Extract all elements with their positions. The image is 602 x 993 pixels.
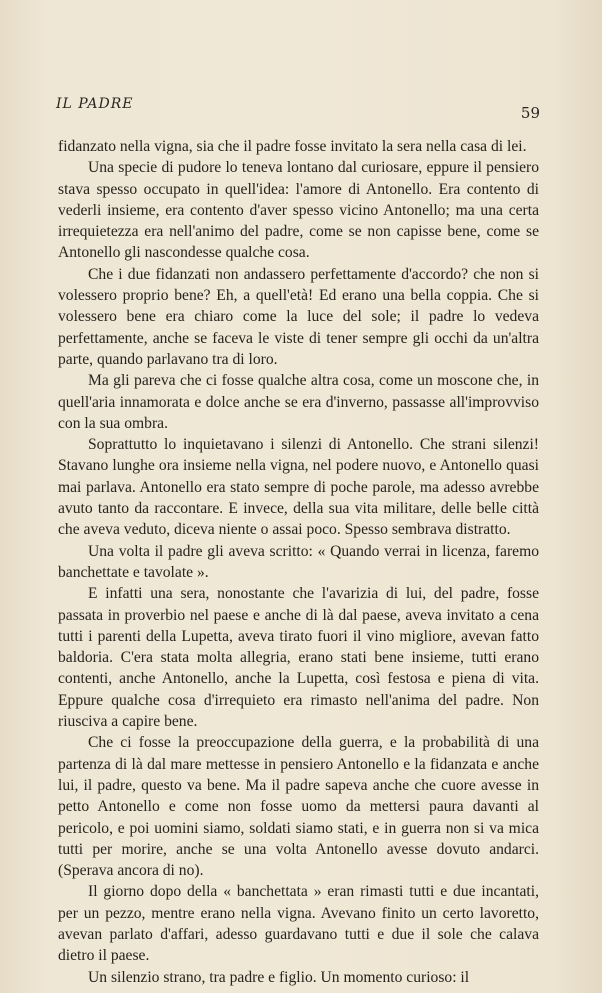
paragraph: fidanzato nella vigna, sia che il padre fosse invitato la sera nella casa di lei. [58,138,527,155]
page-header [56,96,540,120]
paragraph: Un silenzio strano, tra padre e figlio. Un momento curioso: il [88,968,470,986]
paragraph: Che i due fidanzati non andassero perfettamente d'accordo? che non si volessero proprio bene? Eh, a quell'età! Ed erano una bella coppia. Che si volessero bene era chiaro come la luce del sole; il padre lo vedeva perfettamente, anche se faceva le viste di tener sempre gli occhi da un'altra parte, quando parlavano tra di loro. [58,265,539,368]
paragraph: Soprattutto lo inquietavano i silenzi di Antonello. Che strani silenzi! Stavano lunghe ora insieme nella vigna, nel podere nuovo, e Antonello quasi mai parlava. Antonello era stato sempre di poche parole, ma adesso avrebbe avuto tanto da raccontare. E invece, della sua vita militare, delle belle città che aveva veduto, diceva niente o assai poco. Spesso sembrava distratto. [58,436,539,539]
paragraph: Che ci fosse la preoccupazione della guerra, e la probabilità di una partenza di là dal mare mettesse in pensiero Antonello e la fidanzata e anche lui, il padre, questo va bene. Ma il padre sapeva anche che cuore avesse in petto Antonello e come non fosse uomo da mettersi paura davanti al pericolo, e poi uomini siamo, soldati siamo stati, e in guerra non si va mica tutti per morire, anche se una volta Antonello avesse dovuto andarci. (Sperava ancora di no). [58,734,539,880]
paragraph: E infatti una sera, nonostante che l'avarizia di lui, del padre, fosse passata in proverbio nel paese e anche di là dal paese, aveva invitato a cena tutti i parenti della Lupetta, aveva tirato fuori il vino migliore, avevan fatto baldoria. C'era stata molta allegria, erano stati bene insieme, tutti erano contenti, anche Antonello, anche la Lupetta, così festosa e piena di vita. Eppure qualche cosa d'irrequieto era rimasto nell'anima del padre. Non riusciva a capire bene. [58,585,539,731]
page-number: 59 [520,104,540,122]
paragraph: Ma gli pareva che ci fosse qualche altra cosa, come un moscone che, in quell'aria innamorata e dolce anche se era d'inverno, passasse all'improvviso con la sua ombra. [58,372,539,432]
body-text [58,136,539,988]
paragraph: Una specie di pudore lo teneva lontano dal curiosare, eppure il pensiero stava spesso occupato in quell'idea: l'amore di Antonello. Era contento di vederli insieme, era contento d'aver spesso vicino Antonello; ma una certa irrequietezza era nell'animo del padre, come se non capisse bene, come se Antonello gli nascondesse qualche cosa. [58,159,539,262]
paragraph: Una volta il padre gli aveva scritto: « Quando verrai in licenza, faremo banchettate e tavolate ». [58,542,539,581]
running-title: IL PADRE [56,96,134,112]
paragraph: Il giorno dopo della « banchettata » eran rimasti tutti e due incantati, per un pezzo, mentre erano nella vigna. Avevano finito un certo lavoretto, avevan parlato d'affari, adesso guardavano tutti e due il sole che calava dietro il paese. [58,883,539,965]
